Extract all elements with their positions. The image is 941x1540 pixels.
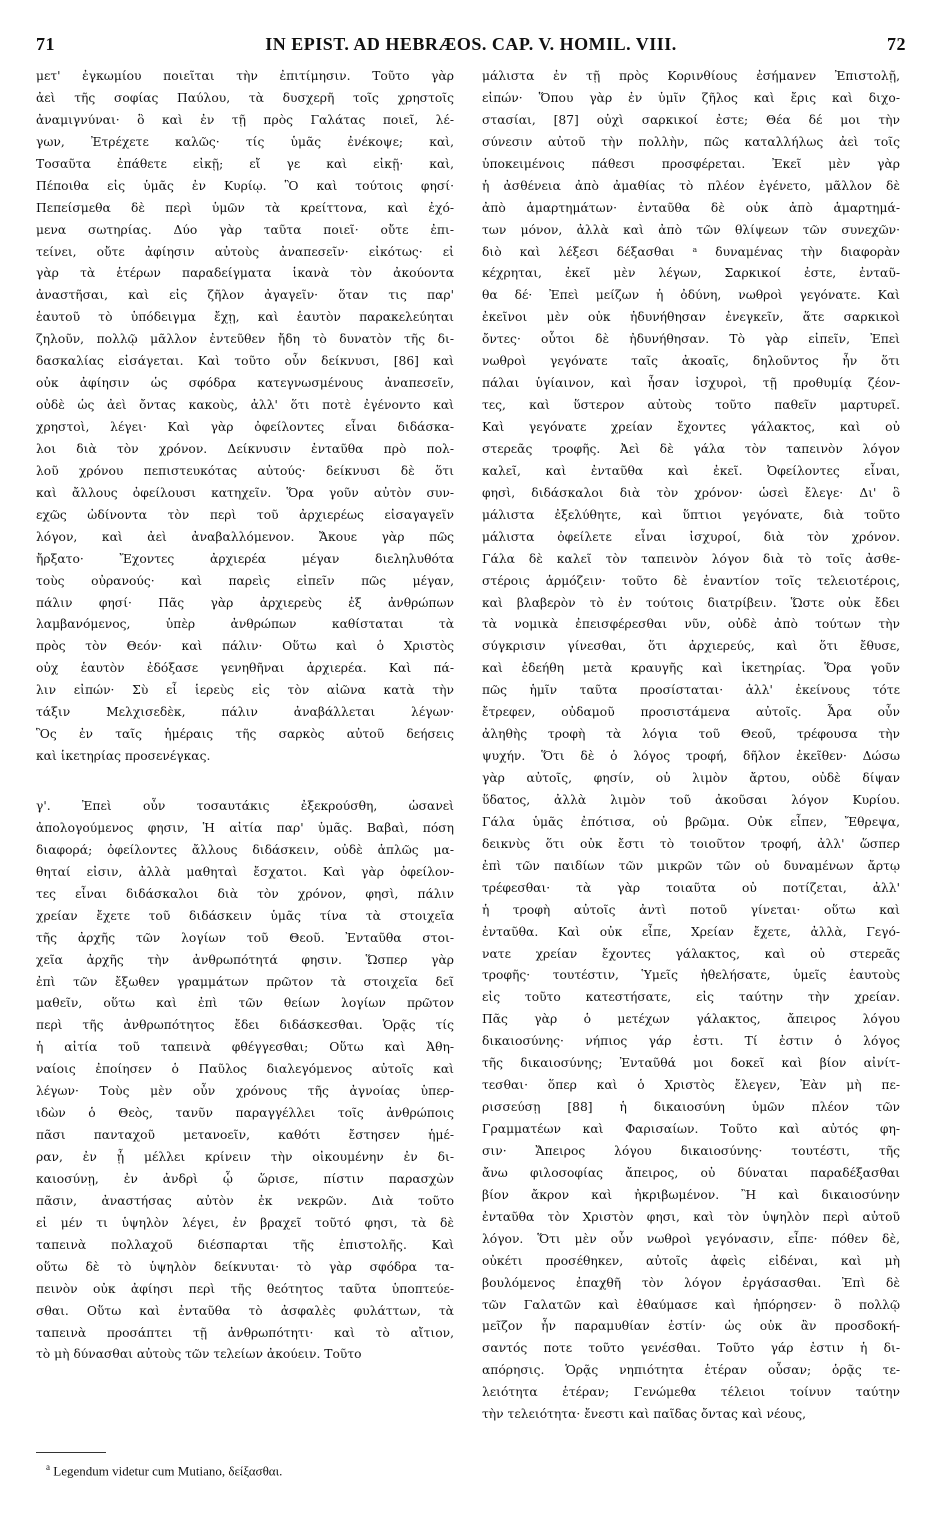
text-line: χρείαν ἔχετε τοῦ διδάσκειν ὑμᾶς τίνα τὰ στοιχεῖα xyxy=(36,908,454,923)
text-line: σθαι. Οὕτω καὶ ἐνταῦθα τὸ ἀσφαλὲς φυλάττων, τὰ xyxy=(36,1303,454,1318)
text-line: στέροις ἁρμόζειν· τοῦτο δὲ ἐναντίον τοῖς τελειοτέροις, xyxy=(482,573,900,588)
text-line: πεινὸν οὐκ ἀφίησι περὶ τῆς θεότητος ταῦτα ὑποπτεύε- xyxy=(36,1281,454,1296)
text-line: καὶ ἄλλους ὀφείλουσι κατηχεῖν. Ὅρα γοῦν αὐτὸν συν- xyxy=(36,485,454,500)
text-line: μετ' ἐγκωμίου ποιεῖται τὴν ἐπιτίμησιν. Τοῦτο γὰρ xyxy=(36,69,454,83)
text-line: καὶ ἐδεήθη μετὰ κραυγῆς καὶ ἱκετηρίας. Ὅρα γοῦν xyxy=(482,661,900,676)
footnote xyxy=(46,1462,446,1479)
text-line: ἐνταῦθα τὸν Χριστὸν φησι, καὶ τὸν ὑψηλὸν περὶ αὐτοῦ xyxy=(482,1209,900,1224)
text-line: μάλιστα ἐξελύθητε, καὶ ὕπτιοι γεγόνατε, διὰ τοῦτο xyxy=(482,507,900,522)
text-line: βουλόμενος ἐπαχθῆ τὸν λόγον ἐργάσασθαι. Ἐπὶ δὲ xyxy=(482,1275,900,1290)
text-line: Γάλα ὑμᾶς ἐπότισα, οὐ βρῶμα. Οὐκ εἶπεν, Ἔθρεψα, xyxy=(482,814,900,829)
text-line: περὶ τῆς ἀνθρωπότητος ἔδει διδάσκεσθαι. Ὁρᾷς τίς xyxy=(36,1018,454,1033)
text-line: γων, Ἐτρέχετε καλῶς· τίς ὑμᾶς ἐνέκοψε; καὶ, xyxy=(36,134,454,149)
text-line: πῶς ἡμῖν ταῦτα προσίσταται· ἀλλ' ἐκείνους τότε xyxy=(482,683,900,698)
text-line: μεῖζον ἦν παραμυθίαν ἐστίν· ὡς οὐκ ἂν προσδοκή- xyxy=(482,1319,900,1334)
text-line: απόρησις. Ὁρᾷς νηπιότητα ἑτέραν οὖσαν; ὁρᾷς τε- xyxy=(482,1363,900,1378)
text-line: σιν· Ἄπειρος λόγου δικαιοσύνης· τουτέστι, τῆς xyxy=(482,1143,900,1158)
text-line: νωθροὶ γεγόνατε ταῖς ἀκοαῖς, δηλοῦντος ἦν ὅτι xyxy=(482,354,900,369)
text-line: καὶ βλαβερὸν τὸ ἐν τούτοις διατρίβειν. Ὥστε οὐκ ἔδει xyxy=(482,595,900,610)
text-line: πᾶσι πανταχοῦ μετανοεῖν, καθότι ἔστησεν ἡμέ- xyxy=(36,1128,454,1143)
text-line: στασίαι, [87] οὐχὶ σαρκικοί ἐστε; Θέα δέ μοι τὴν xyxy=(482,112,900,127)
text-line: πάλιν φησί· Πᾶς γὰρ ἀρχιερεὺς ἐξ ἀνθρώπων xyxy=(36,595,454,610)
page-header xyxy=(36,34,906,56)
text-line: θα δέ· Ἐπεὶ μείζων ἡ ὀδύνη, νωθροὶ γεγόνατε. Καὶ xyxy=(482,288,900,303)
text-line: λοι διὰ τὸν χρόνον. Δείκνυσιν ἐνταῦθα πρὸ πολ- xyxy=(36,441,454,456)
text-line: εἰπών· Ὅπου γὰρ ἐν ὑμῖν ζῆλος καὶ ἔρις καὶ διχο- xyxy=(482,90,900,105)
text-line: τρέφεσθαι· τὰ γὰρ τοιαῦτα οὐ ποτίζεται, ἀλλ' xyxy=(482,880,900,895)
text-line: λοῦ χρόνου πεπιστευκότας αὐτούς· δείκνυσι δὲ ὅτι xyxy=(36,463,454,478)
text-line: γὰρ αὐτοῖς, φησίν, οὐ λιμὸν ἄρτου, οὐδὲ δίψαν xyxy=(482,771,900,785)
text-line: τὴν τελειότητα· ἔνεστι καὶ παῖδας ὄντας καὶ νέους, xyxy=(482,1407,807,1422)
text-line: των μόνον, ἀλλὰ καὶ ἀπὸ τῶν θλίψεων τῶν συνεχῶν· xyxy=(482,222,900,237)
text-line: δικαιοσύνης· νήπιος γάρ ἐστι. Τί ἐστιν ὁ λόγος xyxy=(482,1034,900,1049)
text-line: σύνεσιν αὐτοῦ τὴν πολλὴν, πῶς καταλλήλως ἀεὶ τοῖς xyxy=(482,134,900,149)
text-line: εἰ μέν τι ὑψηλὸν λέγει, ἐν βραχεῖ τοῦτό φησι, τὰ δὲ xyxy=(36,1215,454,1230)
text-line: πάλαι ὑγίαινον, καὶ ἦσαν ἰσχυροὶ, τῇ προθυμίᾳ ζέον- xyxy=(482,376,900,391)
text-line: τροφῆς· τουτέστιν, Ὑμεῖς ἠθελήσατε, ὑμεῖς ἑαυτοὺς xyxy=(482,968,900,983)
text-line: ἐπὶ τῶν ἔξωθεν γραμμάτων πρῶτον τὰ στοιχεῖα δεῖ xyxy=(36,974,454,989)
text-line: ζηλοῦν, πολλῷ μᾶλλον ἐντεῦθεν ἤδη τὸ δυνατὸν τῆς δι- xyxy=(36,332,454,347)
text-line: στερεᾶς τροφῆς. Ἀεὶ δὲ γάλα τὸν ταπεινὸν λόγον xyxy=(482,441,900,456)
text-line: ὑποκειμένοις πάθεσι προσφέρεται. Ἐκεῖ μὲν γὰρ xyxy=(482,156,900,171)
text-line: βίον ἄκρον καὶ ἠκριβωμένον. Ἢ καὶ δικαιοσύνην xyxy=(482,1187,900,1202)
text-line: Γραμματέων καὶ Φαρισαίων. Τοῦτο καὶ αὐτός φη- xyxy=(482,1122,900,1136)
footnote-rule xyxy=(36,1452,106,1453)
text-line: λέγων· Τοὺς μὲν οὖν χρόνους τῆς ἀγνοίας ὑπερ- xyxy=(36,1084,454,1099)
text-line: οὐκ ἀφίησιν ὡς σφόδρα κατεγνωσμένους ἀναπεσεῖν, xyxy=(36,376,454,391)
text-line: μάλιστα ἐν τῇ πρὸς Κορινθίους ἐσήμανεν Ἐπιστολῇ, xyxy=(482,69,900,83)
text-line: νατε χρείαν ἔχοντες γάλακτος, καὶ οὐ στερεᾶς xyxy=(482,946,900,961)
text-line: ἐπὶ τῶν παιδίων τῶν μικρῶν τῶν οὐ δυναμένων ἄρτῳ xyxy=(482,858,900,873)
text-line: ἀληθὴς τροφὴ τὰ λόγια τοῦ Θεοῦ, τρέφουσα τὴν xyxy=(482,727,900,742)
left-column xyxy=(36,66,454,1366)
text-line: οὐκέτι προσέθηκεν, αὐτοῖς ἀφεὶς εἰδέναι, καὶ μὴ xyxy=(482,1253,900,1268)
text-line: σύγκρισιν γίνεσθαι, ὅτι ἀρχιερεύς, καὶ ὅτι ἔθυσε, xyxy=(482,639,900,654)
text-line: ψυχήν. Ὅτι δὲ ὁ λόγος τροφή, δῆλον ἐκεῖθεν· Δώσω xyxy=(482,749,900,764)
text-line: δεικνὺς ὅτι οὐκ ἔστι τὸ τοιοῦτον τροφή, ἀλλ' ὥσπερ xyxy=(482,836,900,851)
paragraph-break xyxy=(36,768,454,796)
text-line: Τοσαῦτα ἐπάθετε εἰκῇ; εἴ γε καὶ εἰκῇ· καὶ, xyxy=(36,156,454,171)
text-line: Γάλα δὲ καλεῖ τὸν ταπεινὸν λόγον διὰ τὸ τοῖς ἀσθε- xyxy=(482,551,900,566)
text-line: γ'. Ἐπεὶ οὖν τοσαυτάκις ἐξεκρούσθη, ὡσανεὶ xyxy=(36,799,454,813)
text-line: καιοσύνῃ, ἐν ἀνδρὶ ᾧ ὥρισε, πίστιν παρασχὼν xyxy=(36,1171,454,1186)
text-line: καὶ ἱκετηρίας προσενέγκας. xyxy=(36,749,211,764)
text-line: πρὸς τὸν Θεόν· καὶ πάλιν· Οὕτω καὶ ὁ Χριστὸς xyxy=(36,639,454,654)
text-line: Καὶ γεγόνατε χρείαν ἔχοντες γάλακτος, καὶ οὐ xyxy=(482,420,900,434)
text-line: μάλιστα ὀφείλετε εἶναι ἰσχυροί, διὰ τὸν χρόνον. xyxy=(482,529,900,544)
text-line: ἄνω φιλοσοφίας ἄπειρος, οὐ δύναται παραδέξασθαι xyxy=(482,1165,900,1180)
text-line: τάξιν Μελχισεδὲκ, πάλιν ἀναβάλλεται λέγων· xyxy=(36,705,454,720)
text-line: ἤρξατο· Ἔχοντες ἀρχιερέα μέγαν διεληλυθότα xyxy=(36,551,454,566)
text-line: διαφορά; ὀφείλοντες ἄλλους διδάσκειν, οὐδὲ ἁπλῶς μα- xyxy=(36,842,454,857)
text-line: καλεῖ, καὶ ἐνταῦθα καὶ ἐκεῖ. Ὀφείλοντες εἶναι, xyxy=(482,463,900,478)
text-line: τες, καὶ ὕστερον αὐτοὺς τοῦτο παθεῖν μαρτυρεῖ. xyxy=(482,398,900,413)
text-line: Πεπείσμεθα δὲ περὶ ὑμῶν τὰ κρείττονα, καὶ ἐχό- xyxy=(36,200,454,215)
text-line: χεῖα ἀρχῆς τὴν ἀνθρωπότητά φησιν. Ὥσπερ γὰρ xyxy=(36,952,454,967)
text-line: γὰρ τὰ ἑτέρων παραδείγματα ἱκανὰ τὸν ἀκούοντα xyxy=(36,266,454,281)
text-line: Πέποιθα εἰς ὑμᾶς ἐν Κυρίῳ. Ὃ καὶ τούτοις φησί· xyxy=(36,178,454,193)
text-line: ἀπολογούμενος φησιν, Ἡ αἰτία παρ' ὑμᾶς. Βαβαὶ, πόση xyxy=(36,820,454,835)
page-number-left: 71 xyxy=(36,34,55,54)
text-line: οὐχ ἑαυτὸν ἐδόξασε γενηθῆναι ἀρχιερέα. Καὶ πά- xyxy=(36,661,454,676)
text-line: ἐκεῖνοι μὲν οὐκ ἠδυνήθησαν ἐνεγκεῖν, ἅτε σαρκικοὶ xyxy=(482,310,900,325)
text-line: ραν, ἐν ᾗ μέλλει κρίνειν τὴν οἰκουμένην ἐν δι- xyxy=(36,1150,454,1164)
text-line: χρηστοὶ, λέγει· Καὶ γὰρ ὀφείλοντες εἶναι διδάσκα- xyxy=(36,420,454,434)
text-line: δασκαλίας εἰσάγεται. Καὶ τοῦτο οὖν δείκνυσι, [86] καὶ xyxy=(36,354,454,369)
footnote-mark: a xyxy=(46,1462,50,1472)
text-line: θηταί εἰσιν, ἀλλὰ μαθηταὶ ἔσχατοι. Καὶ γὰρ ὀφείλον- xyxy=(36,864,454,879)
text-line: λόγον, καὶ ἀεὶ ἀναβαλλόμενον. Ἄκουε γὰρ πῶς xyxy=(36,529,454,544)
text-line: διὸ καὶ λέξεσι δέξασθαι ᵃ δυναμένας τὴν διαφορὰν xyxy=(482,244,900,259)
text-line: τεσθαι· ὅπερ καὶ ὁ Χριστὸς ἔλεγεν, Ἐὰν μὴ πε- xyxy=(482,1078,900,1093)
text-line: ὄντες· οὗτοι δὲ ἠδυνήθησαν. Τὸ γὰρ εἰπεῖν, Ἐπεὶ xyxy=(482,332,900,347)
text-line: κέχρηται, ἐκεῖ μὲν λέγων, Σαρκικοί ἐστε, ἐνταῦ- xyxy=(482,266,900,281)
text-line: ἡ τροφὴ αὐτοῖς ἀντὶ ποτοῦ γίνεται· οὕτω καὶ xyxy=(482,902,900,917)
text-line: τῆς δικαιοσύνης; Ἐνταῦθά μοι δοκεῖ καὶ βίον αἰνίτ- xyxy=(482,1056,900,1071)
text-line: τῆς ἀρχῆς τῶν λογίων τοῦ Θεοῦ. Ἐνταῦθα στοι- xyxy=(36,930,454,945)
text-line: τοὺς οὐρανούς· καὶ παρεὶς εἰπεῖν πῶς μέγαν, xyxy=(36,573,454,588)
text-line: τείνει, οὔτε ἀφίησιν αὐτοὺς ἀναπεσεῖν· εἰκότως· εἰ xyxy=(36,244,454,259)
text-line: ταπεινὰ προσάπτει τῇ ἀνθρωπότητι· καὶ τὸ αἴτιον, xyxy=(36,1325,454,1340)
text-line: λαμβανόμενος, ὑπὲρ ἀνθρώπων καθίσταται τὰ xyxy=(36,617,454,632)
text-line: σαντός ποτε τοῦτο γενέσθαι. Τοῦτο γάρ ἐστιν ἡ δι- xyxy=(482,1341,900,1356)
text-line: λόγον. Ὅτι μὲν οὖν νωθροὶ γεγόνασιν, εἶπε· πόθεν δὲ, xyxy=(482,1231,900,1246)
text-line: λιν εἰπών· Σὺ εἶ ἱερεὺς εἰς τὸν αἰῶνα κατὰ τὴν xyxy=(36,683,454,698)
text-line: ιδὼν ὁ Θεὸς, τανῦν παραγγέλλει τοῖς ἀνθρώποις xyxy=(36,1106,454,1121)
text-line: ἀναμιγνύναι· ὃ καὶ ἐν τῇ πρὸς Γαλάτας ποιεῖ, λέ- xyxy=(36,112,454,127)
text-line: τὰ νομικὰ ἐπεισφέρεσθαι νῦν, οὐδὲ ἀπὸ τούτων τὴν xyxy=(482,617,900,632)
running-head: IN EPIST. AD HEBRÆOS. CAP. V. HOMIL. VIII. xyxy=(265,34,677,54)
text-line: ναίοις ἐποίησεν ὁ Παῦλος διαλεγόμενος αὐτοῖς καὶ xyxy=(36,1062,454,1077)
text-line: μενα σωτηρίας. Δύο γὰρ ταῦτα ποιεῖ· οὔτε ἐπι- xyxy=(36,222,454,237)
text-line: ἡ αἰτία τοῦ ταπεινὰ φθέγγεσθαι; Οὕτω καὶ Ἀθη- xyxy=(36,1040,454,1055)
text-line: Ὃς ἐν ταῖς ἡμέραις τῆς σαρκὸς αὐτοῦ δεήσεις xyxy=(36,727,454,742)
text-line: λειότητα ἑτέραν; Γενώμεθα τέλειοι τοίνυν ταύτην xyxy=(482,1385,900,1400)
text-line: πᾶσιν, ἀναστήσας αὐτὸν ἐκ νεκρῶν. Διὰ τοῦτο xyxy=(36,1193,454,1208)
text-line: εχῶς ὠδίνοντα τὸν περὶ τοῦ ἀρχιερέως εἰσαγαγεῖν xyxy=(36,507,454,522)
text-line: ἔτρεφεν, οὐδαμοῦ προσιστάμενα αὐτοῖς. Ἆρα οὖν xyxy=(482,705,900,720)
text-line: Πᾶς γὰρ ὁ μετέχων γάλακτος, ἄπειρος λόγου xyxy=(482,1012,900,1027)
text-line: ἐνταῦθα. Καὶ οὐκ εἶπε, Χρείαν ἔχετε, ἀλλὰ, Γεγό- xyxy=(482,924,900,939)
text-line: φησὶ, διδάσκαλοι διὰ τὸν χρόνον· ὡσεὶ ἔλεγε· Δι' ὃ xyxy=(482,485,900,500)
text-line: τῶν Γαλατῶν καὶ ἐθαύμασε καὶ ἠπόρησεν· ὃ πολλῷ xyxy=(482,1297,900,1312)
text-line: τὸ μὴ δύνασθαι αὐτοὺς τῶν τελείων ἀκούειν. Τοῦτο xyxy=(36,1347,362,1362)
page-number-right: 72 xyxy=(887,34,906,54)
text-line: ἡ ἀσθένεια ἀπὸ ἀμαθίας τὸ πλέον ἐγένετο, μᾶλλον δὲ xyxy=(482,178,900,193)
right-column xyxy=(482,66,900,1426)
text-line: ἀπὸ ἁμαρτημάτων· ἐνταῦθα δὲ οὐκ ἀπὸ ἁμαρτημά- xyxy=(482,200,900,215)
text-line: ταπεινὰ πολλαχοῦ διέσπαρται τῆς ἐπιστολῆς. Καὶ xyxy=(36,1237,454,1252)
text-line: μαθεῖν, οὕτω καὶ ἐπὶ τῶν θείων λογίων πρῶτον xyxy=(36,996,454,1011)
text-line: οὕτω δὲ τὸ ὑψηλὸν δείκνυται· τὸ γὰρ σφόδρα τα- xyxy=(36,1259,454,1274)
text-line: οὐδὲ ὡς ἀεὶ ὄντας κακοὺς, ἀλλ' ὅτι ποτὲ ἐγένοντο καὶ xyxy=(36,398,454,413)
text-line: ὕδατος, ἀλλὰ λιμὸν τοῦ ἀκοῦσαι λόγον Κυρίου. xyxy=(482,792,900,807)
text-line: τες εἶναι διδάσκαλοι διὰ τὸν χρόνον, φησὶ, πάλιν xyxy=(36,886,454,901)
text-line: ἀναστῆσαι, καὶ εἰς ζῆλον ἀγαγεῖν· ὅταν τις παρ' xyxy=(36,288,454,303)
text-line: ἑαυτοῦ τὸ ὑπόδειγμα ἔχῃ, καὶ ἑαυτὸν παρακελεύηται xyxy=(36,310,454,325)
footnote-text: Legendum videtur cum Mutiano, δείξασθαι. xyxy=(53,1463,283,1479)
text-line: ἀεὶ τῆς σοφίας Παύλου, τὰ δυσχερῆ τοῖς χρηστοῖς xyxy=(36,90,454,105)
text-line: ρισσεύσῃ [88] ἡ δικαιοσύνη ὑμῶν πλέον τῶν xyxy=(482,1100,900,1115)
text-line: εἰς τοῦτο κατεστήσατε, εἰς ταύτην τὴν χρείαν. xyxy=(482,990,900,1005)
